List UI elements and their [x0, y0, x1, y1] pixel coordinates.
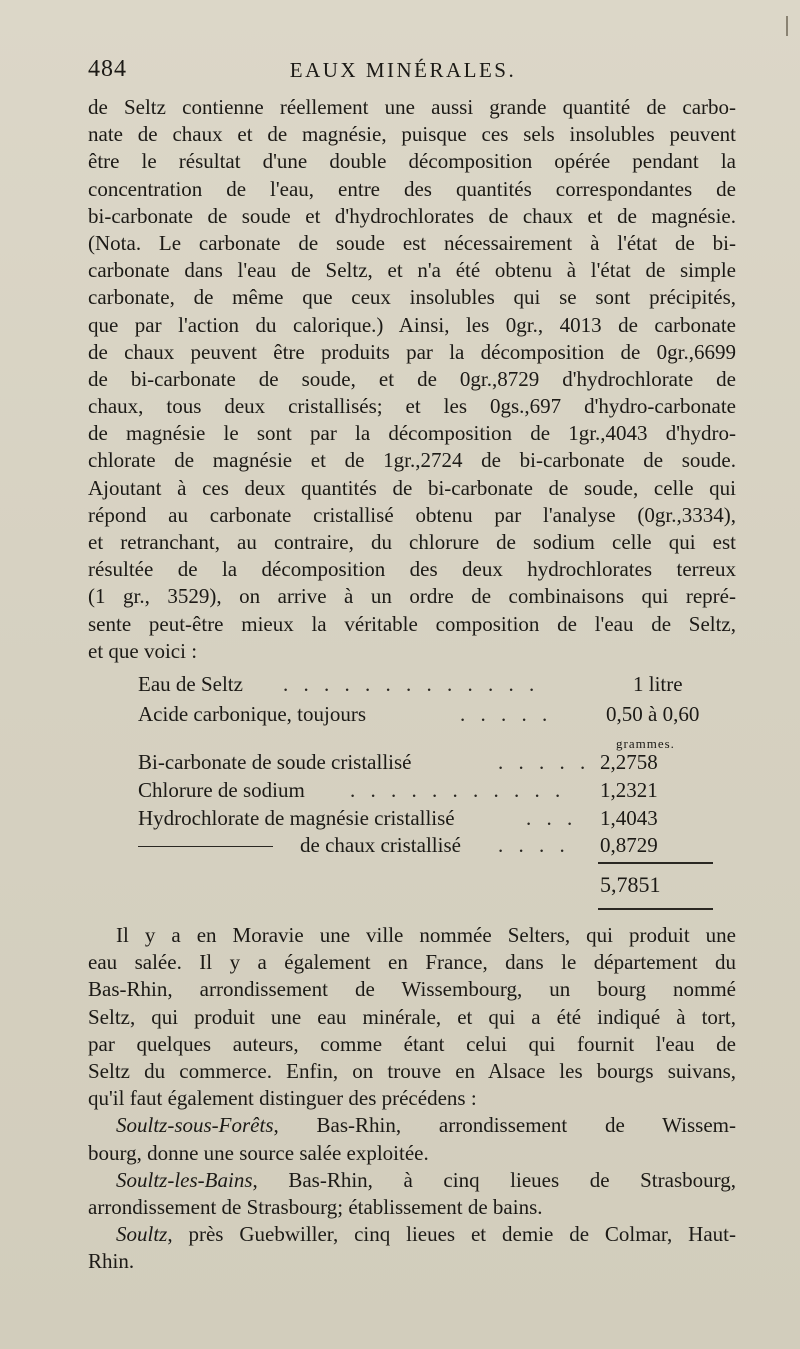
- locality-line: [88, 1112, 736, 1139]
- composition-row: [88, 806, 736, 833]
- leader-dots: . . .: [526, 806, 578, 830]
- locality-line: Rhin.: [88, 1249, 135, 1274]
- text-line: résultée de la décomposition des deux hydrochlorates terreux: [88, 557, 736, 582]
- text-line: que par l'action du calorique.) Ainsi, les 0gr., 4013 de carbonate: [88, 312, 736, 337]
- composition-value: 0,50 à 0,60: [606, 702, 700, 726]
- composition-total: 5,7851: [600, 872, 661, 897]
- composition-label: Bi-carbonate de soude cristallisé: [138, 750, 412, 774]
- total-rule: [598, 862, 713, 864]
- units-note: grammes.: [616, 736, 675, 751]
- text-line: Seltz, qui produit une eau minérale, et qui a été indiqué à tort,: [88, 1004, 736, 1029]
- composition-row: [88, 778, 736, 805]
- locality-text: , Bas-Rhin, arrondissement de Wissem-: [273, 1113, 736, 1138]
- composition-value: 1 litre: [633, 672, 683, 696]
- running-title: EAUX MINÉRALES.: [289, 58, 517, 82]
- text-line: par quelques auteurs, comme étant celui qui fournit l'eau de: [88, 1031, 736, 1056]
- text-line: qu'il faut également distinguer des précédens :: [88, 1086, 477, 1111]
- leader-dots: . . . . .: [498, 750, 591, 774]
- text-line: Seltz du commerce. Enfin, on trouve en Alsace les bourgs suivans,: [88, 1058, 736, 1083]
- page-header: [88, 56, 738, 86]
- composition-value: 1,2321: [600, 778, 658, 802]
- composition-value: 0,8729: [600, 833, 658, 857]
- composition-row: [88, 672, 736, 699]
- locality-name: Soultz-les-Bains: [116, 1167, 253, 1192]
- leader-dots: . . . .: [498, 833, 570, 857]
- text-line: sente peut-être mieux la véritable composition de l'eau de Seltz,: [88, 611, 736, 636]
- locality-line: [88, 1167, 736, 1194]
- text-line: être le résultat d'une double décomposition opérée pendant la: [88, 149, 736, 174]
- text-line: (Nota. Le carbonate de soude est nécessairement à l'état de bi-: [88, 230, 736, 255]
- text-line: concentration de l'eau, entre des quantités correspondantes de: [88, 176, 736, 201]
- composition-label: de chaux cristallisé: [300, 833, 461, 857]
- total-rule-bottom: [598, 908, 713, 910]
- composition-row: [88, 833, 736, 860]
- locality-line: arrondissement de Strasbourg; établissement de bains.: [88, 1194, 543, 1219]
- paragraph-analysis: [88, 94, 736, 665]
- composition-label: Acide carbonique, toujours: [138, 702, 367, 726]
- leader-dots: . . . . . . . . . . . . .: [283, 672, 540, 696]
- paper-mark: [786, 16, 788, 36]
- text-line: Bas-Rhin, arrondissement de Wissembourg, un bourg nommé: [88, 977, 736, 1002]
- text-line: et retranchant, au contraire, du chlorure de sodium celle qui est: [88, 530, 736, 554]
- text-line: eau salée. Il y a également en France, dans le département du: [88, 950, 736, 975]
- leader-dots: . . . . .: [460, 702, 553, 726]
- composition-label: Hydrochlorate de magnésie cristallisé: [138, 806, 455, 830]
- text-line: de Seltz contienne réellement une aussi grande quantité de carbo-: [88, 95, 736, 119]
- paragraph-localities: [88, 922, 736, 1275]
- text-line: bi-carbonate de soude et d'hydrochlorates de chaux et de magnésie.: [88, 203, 736, 228]
- locality-line: bourg, donne une source salée exploitée.: [88, 1140, 429, 1165]
- locality-name: Soultz: [116, 1222, 168, 1247]
- text-line: carbonate, de même que ceux insolubles qui se sont précipités,: [88, 285, 736, 310]
- text-line: de magnésie le sont par la décomposition de 1gr.,4043 d'hydro-: [88, 421, 736, 446]
- text-line: carbonate dans l'eau de Seltz, et n'a été obtenu à l'état de simple: [88, 258, 736, 283]
- text-line: Ajoutant à ces deux quantités de bi-carbonate de soude, celle qui: [88, 475, 736, 500]
- text-line: répond au carbonate cristallisé obtenu par l'analyse (0gr.,3334),: [88, 502, 736, 527]
- text-line: de bi-carbonate de soude, et de 0gr.,8729 d'hydrochlorate de: [88, 366, 736, 391]
- leader-dots: . . . . . . . . . . .: [350, 778, 566, 802]
- locality-name: Soultz-sous-Forêts: [116, 1113, 274, 1138]
- text-line: Il y a en Moravie une ville nommée Selters, qui produit une: [116, 923, 736, 947]
- text-line: chlorate de magnésie et de 1gr.,2724 de bi-carbonate de soude.: [88, 448, 736, 473]
- locality-text: , Bas-Rhin, à cinq lieues de Strasbourg,: [252, 1167, 736, 1192]
- text-line: chaux, tous deux cristallisés; et les 0gs.,697 d'hydro-carbonate: [88, 394, 736, 419]
- composition-row: [88, 702, 736, 729]
- composition-label: Eau de Seltz: [138, 672, 243, 696]
- text-line: de chaux peuvent être produits par la décomposition de 0gr.,6699: [88, 339, 736, 364]
- composition-value: 1,4043: [600, 806, 658, 830]
- text-line: (1 gr., 3529), on arrive à un ordre de combinaisons qui repré-: [88, 584, 736, 609]
- composition-label: Chlorure de sodium: [138, 778, 305, 802]
- locality-text: , près Guebwiller, cinq lieues et demie de Colmar, Haut-: [167, 1222, 736, 1247]
- text-line: et que voici :: [88, 638, 198, 663]
- text-line: nate de chaux et de magnésie, puisque ces sels insolubles peuvent: [88, 122, 736, 147]
- composition-value: 2,2758: [600, 750, 658, 774]
- page-number: 484: [88, 56, 127, 82]
- composition-row: [88, 750, 736, 777]
- locality-line: [88, 1221, 736, 1248]
